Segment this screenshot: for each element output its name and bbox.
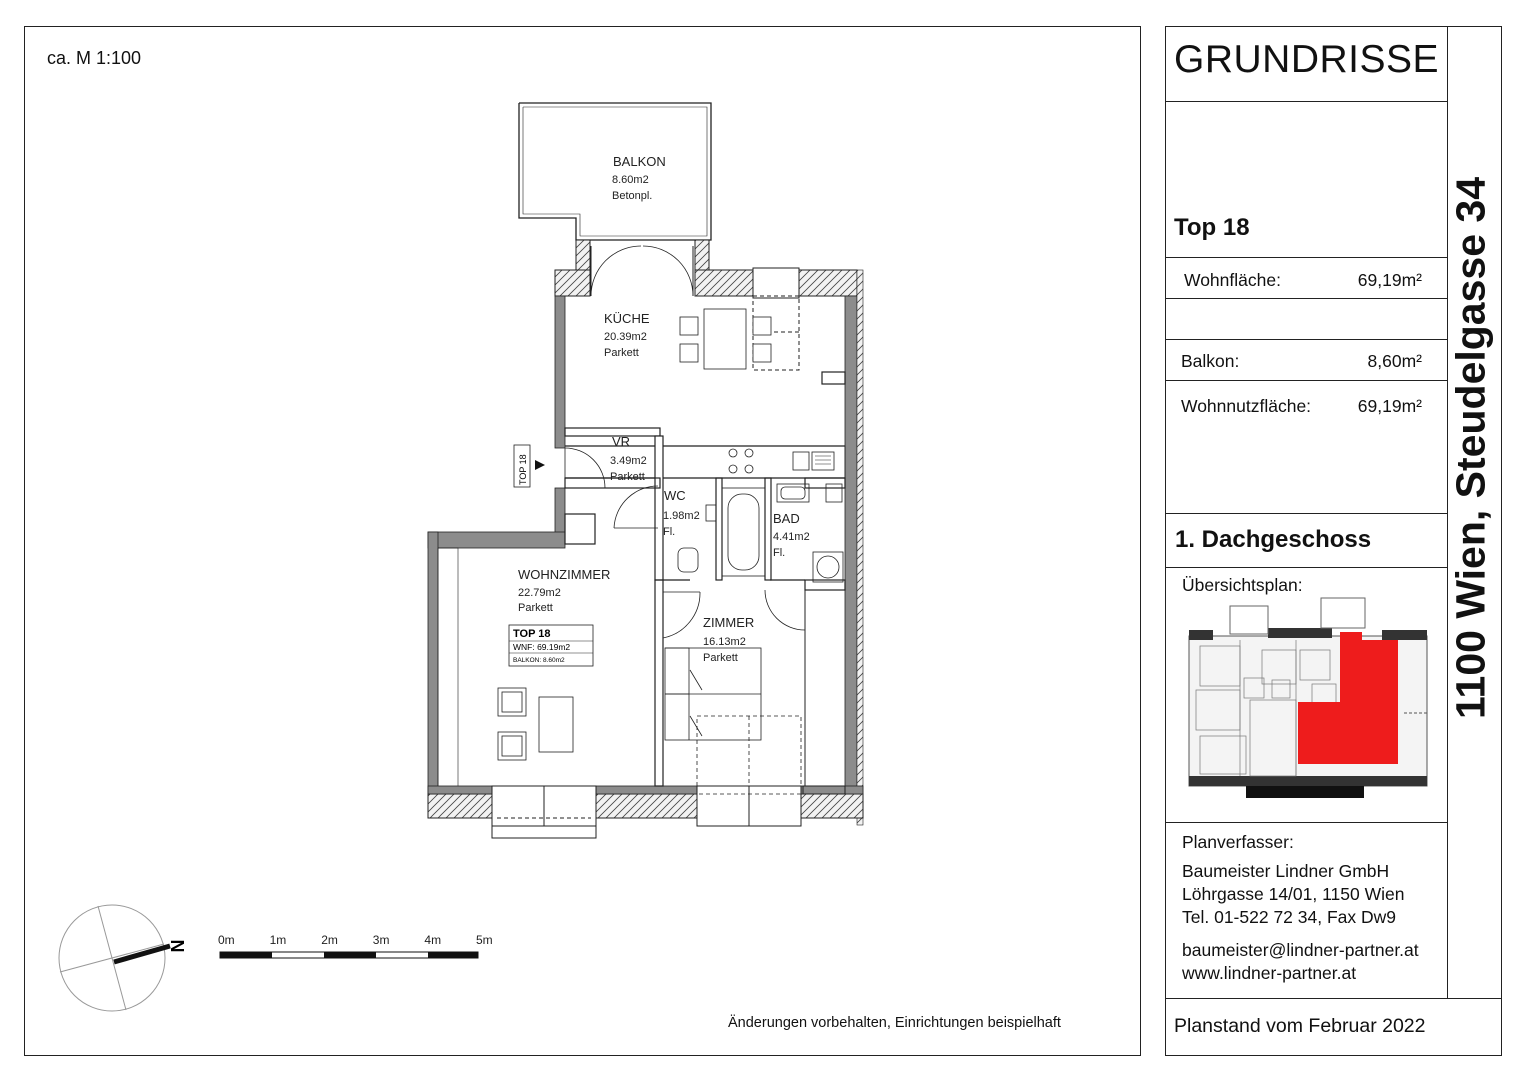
- unit-number: Top 18: [1174, 214, 1250, 241]
- room-area-vr: 3.49m2: [610, 455, 647, 467]
- wall-top-pillar: [695, 240, 709, 270]
- wall-living-top: [428, 532, 565, 548]
- north-label: N: [168, 939, 188, 953]
- window-bottom: [492, 786, 596, 838]
- planner-website: www.lindner-partner.at: [1182, 963, 1357, 983]
- plan-date: Planstand vom Februar 2022: [1174, 1015, 1426, 1037]
- room-name-vr: VR: [612, 434, 631, 449]
- wall-living-left: [428, 532, 438, 794]
- scale-tick-label: 2m: [321, 933, 338, 947]
- entry-arrow-icon: [535, 460, 545, 470]
- column: [803, 786, 845, 794]
- overview-label: Übersichtsplan:: [1182, 575, 1303, 595]
- room-area-zimmer: 16.13m2: [703, 636, 746, 648]
- balkon-label: Balkon:: [1181, 351, 1240, 371]
- room-name-kueche: KÜCHE: [604, 311, 650, 326]
- scale-tick-labels: [218, 933, 493, 947]
- wall-right-insul: [857, 270, 863, 825]
- info-box-title: TOP 18: [513, 628, 551, 640]
- balcony-door: [591, 246, 693, 296]
- wohnflaeche-value: 69,19m²: [1357, 270, 1422, 290]
- wc-door: [614, 486, 658, 528]
- planner-email: baumeister@lindner-partner.at: [1182, 940, 1419, 960]
- planner-phone: Tel. 01-522 72 34, Fax Dw9: [1182, 907, 1397, 927]
- scale-tick-label: 5m: [476, 933, 493, 947]
- room-area-wohnzimmer: 22.79m2: [518, 587, 561, 599]
- room-name-zimmer: ZIMMER: [703, 615, 755, 630]
- room-area-bad: 4.41m2: [773, 531, 810, 543]
- unit-info-box: [509, 625, 593, 666]
- wall-top-pillar: [576, 240, 590, 270]
- wohnnutzflaeche-value: 69,19m²: [1357, 396, 1422, 416]
- room-name-bad: BAD: [773, 511, 800, 526]
- north-arrow: [59, 905, 170, 1011]
- planner-address: Löhrgasse 14/01, 1150 Wien: [1182, 884, 1405, 904]
- dining-table: [680, 309, 771, 369]
- planner-company: Baumeister Lindner GmbH: [1182, 861, 1390, 881]
- scale-label: ca. M 1:100: [47, 48, 142, 68]
- room-area-kueche: 20.39m2: [604, 331, 647, 343]
- info-box-balkon: BALKON: 8.60m2: [513, 657, 565, 664]
- building-address: 1100 Wien, Steudelgasse 34: [1447, 176, 1494, 720]
- wall-top-left: [555, 270, 590, 296]
- room-floor-bad: Fl.: [773, 547, 786, 559]
- room-area-wc: 1.98m2: [663, 510, 700, 522]
- scale-tick-label: 1m: [269, 933, 287, 947]
- living-furniture: [498, 688, 573, 760]
- window-zimmer: [697, 716, 801, 794]
- wall-right: [845, 296, 857, 794]
- room-name-wc: WC: [664, 488, 686, 503]
- wohnnutzflaeche-label: Wohnnutzfläche:: [1181, 396, 1312, 416]
- sheet-title: GRUNDRISSE: [1174, 38, 1440, 81]
- window-bottom: [697, 786, 801, 826]
- wall-left-upper: [555, 296, 565, 448]
- room-floor-wc: Fl.: [663, 526, 676, 538]
- scale-tick-label: 3m: [372, 933, 390, 947]
- planner-heading: Planverfasser:: [1182, 832, 1294, 852]
- room-floor-kueche: Parkett: [604, 347, 639, 359]
- room-name-wohnzimmer: WOHNZIMMER: [518, 567, 611, 582]
- bathtub: [722, 488, 765, 576]
- entry-door: [565, 448, 605, 488]
- balcony-outline: [519, 103, 711, 240]
- overview-plan: [1189, 598, 1428, 798]
- wohnflaeche-label: Wohnfläche:: [1184, 270, 1281, 290]
- kitchen-counter: [663, 446, 845, 478]
- room-floor-vr: Parkett: [610, 471, 645, 483]
- scale-tick-label: 0m: [218, 933, 235, 947]
- floor-label: 1. Dachgeschoss: [1175, 526, 1372, 553]
- wall-living-left-insul: [438, 548, 458, 794]
- room-name-balkon: BALKON: [613, 154, 666, 169]
- scale-bar: [220, 952, 478, 958]
- room-floor-wohnzimmer: Parkett: [518, 602, 553, 614]
- room-floor-balkon: Betonpl.: [612, 190, 653, 202]
- balkon-value: 8,60m²: [1367, 351, 1422, 371]
- room-floor-zimmer: Parkett: [703, 652, 738, 664]
- entry-tag: TOP 18: [518, 454, 528, 485]
- scale-tick-label: 4m: [424, 933, 442, 947]
- room-area-balkon: 8.60m2: [612, 174, 649, 186]
- info-box-wnf: WNF: 69.19m2: [513, 642, 571, 652]
- room-doors: [663, 590, 805, 638]
- disclaimer-note: Änderungen vorbehalten, Einrichtungen beispielhaft: [728, 1015, 1061, 1031]
